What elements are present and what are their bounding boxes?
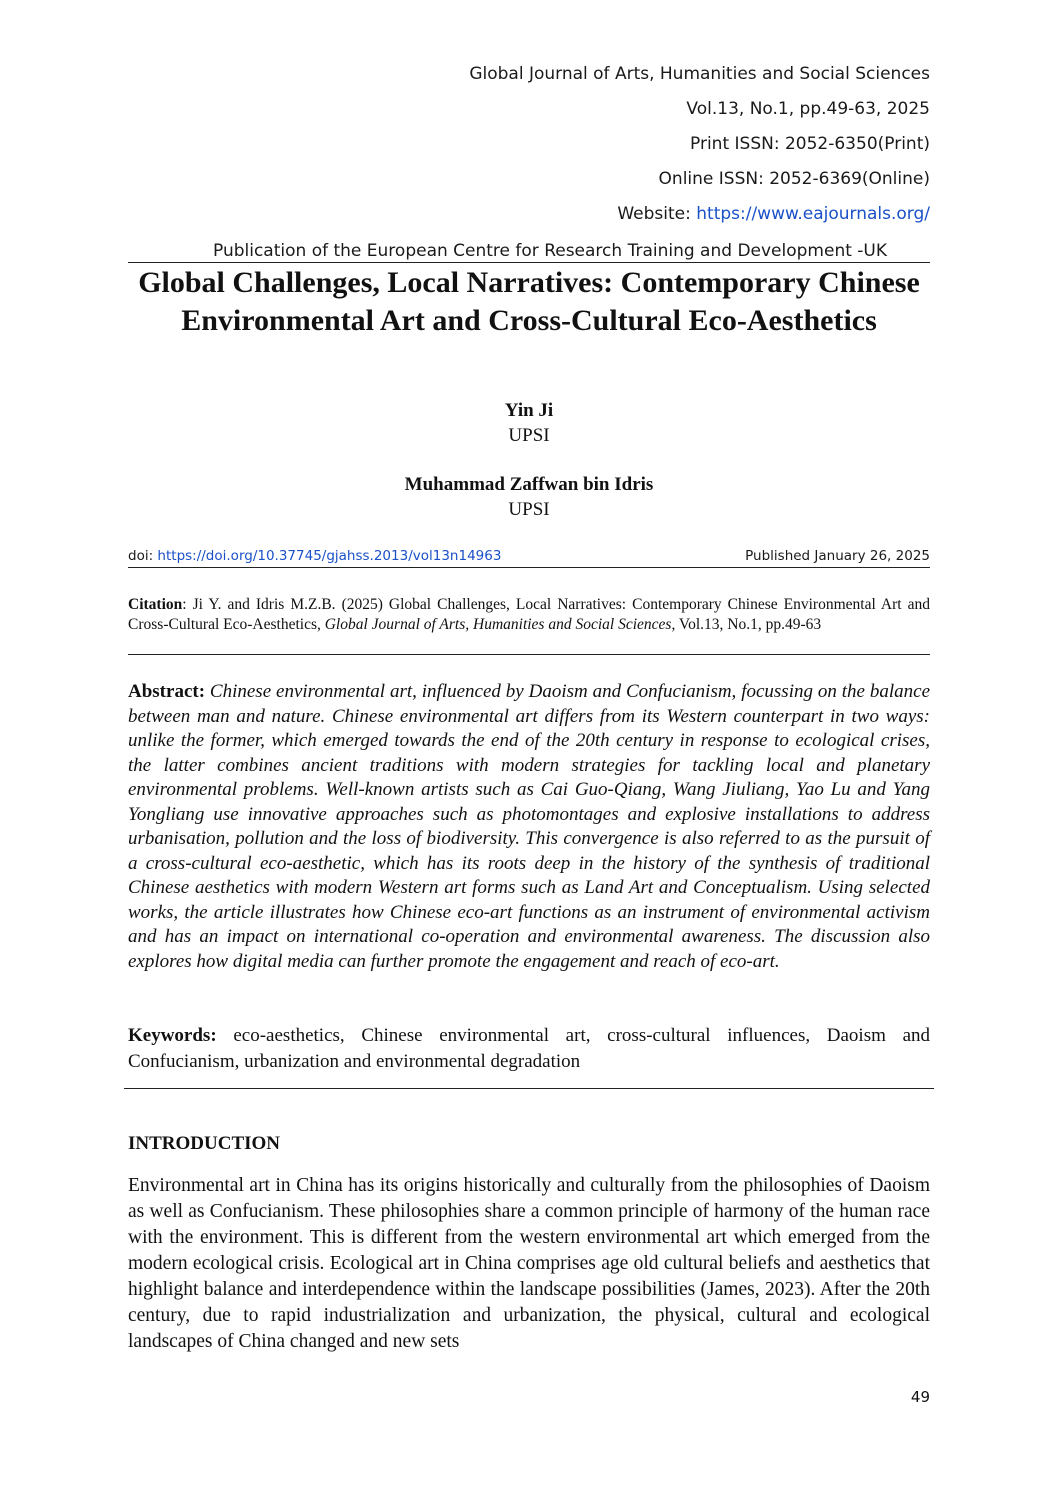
volume-info: Vol.13, No.1, pp.49-63, 2025 (686, 99, 930, 119)
doi-label: doi: (128, 548, 158, 564)
author-affiliation: UPSI (508, 425, 550, 446)
introduction-text: Environmental art in China has its origins historically and culturally from the philosophies of Daoism as well as Confucianism. These philosophies share a common principle of harmony of the human race with the environment. This is different from the western environmental art which emerged from the modern ecological crisis. Ecological art in China comprises age old cultural beliefs and aesthetics that highlight balance and interdependence within the landscape possibilities (James, 2023). After the 20th century, due to rapid industrialization and urbanization, the physical, cultural and ecological landscapes of China changed and new sets (128, 1175, 930, 1352)
keywords-text: eco-aesthetics, Chinese environmental art, cross-cultural influences, Daoism and Confucianism, urbanization and environmental degradation (128, 1025, 931, 1072)
journal-name: Global Journal of Arts, Humanities and Social Sciences (469, 64, 930, 84)
page-number: 49 (910, 1388, 930, 1406)
doi-link[interactable]: https://doi.org/10.37745/gjahss.2013/vol13n14963 (157, 548, 502, 564)
header-divider (128, 262, 930, 263)
doi-divider (128, 567, 930, 568)
author-name: Yin Ji (504, 400, 554, 421)
section-heading: INTRODUCTION (128, 1133, 281, 1154)
author-affiliation: UPSI (508, 499, 550, 520)
website-label: Website: (617, 204, 697, 224)
website-line (617, 204, 930, 224)
website-link[interactable]: https://www.eajournals.org/ (696, 204, 930, 224)
citation-text: : Ji Y. and Idris M.Z.B. (2025) Global Challenges, Local Narratives: Contemporary Chinese Environmental Art and Cross-Cultural Eco-Aesthetics, (128, 596, 930, 633)
author-name: Muhammad Zaffwan bin Idris (404, 474, 654, 495)
abstract-block (128, 680, 930, 974)
doi-line (128, 548, 501, 564)
citation-divider (128, 654, 930, 655)
print-issn: Print ISSN: 2052-6350(Print) (690, 134, 930, 154)
publisher-line: Publication of the European Centre for Research Training and Development -UK (213, 241, 888, 261)
citation-label: Citation (128, 596, 183, 613)
abstract-text: Chinese environmental art, influenced by Daoism and Confucianism, focussing on the balance between man and nature. Chinese environmental art differs from its Western counterpart in two ways: unlike the former, which emerged towards the end of the 20th century in response to ecological crises, the latter combines ancient traditions with modern strategies for tackling local and planetary environmental problems. Well-known artists such as Cai Guo-Qiang, Wang Jiuliang, Yao Lu and Yang Yongliang use innovative approaches such as photomontages and explosive installations to address urbanisation, pollution and the loss of biodiversity. This convergence is also referred to as the pursuit of a cross-cultural eco-aesthetic, which has its roots deep in the history of the synthesis of traditional Chinese aesthetics with modern Western art forms such as Land Art and Conceptualism. Using selected works, the article illustrates how Chinese eco-art functions as an instrument of environmental activism and has an impact on international co-operation and environmental awareness. The discussion also explores how digital media can further promote the engagement and reach of eco-art. (128, 681, 930, 972)
citation-block (128, 595, 930, 635)
citation-tail: , Vol.13, No.1, pp.49-63 (671, 616, 822, 633)
citation-journal: Global Journal of Arts, Humanities and Social Sciences (324, 616, 672, 633)
article-title: Global Challenges, Local Narratives: Contemporary Chinese Environmental Art and Cross-Cultural Eco-Aesthetics (138, 266, 920, 337)
abstract-label: Abstract: (128, 681, 206, 702)
keywords-block (128, 1023, 930, 1075)
online-issn: Online ISSN: 2052-6369(Online) (658, 169, 930, 189)
keywords-label: Keywords: (128, 1025, 217, 1046)
keywords-divider (124, 1088, 934, 1089)
published-date: Published January 26, 2025 (745, 548, 930, 564)
